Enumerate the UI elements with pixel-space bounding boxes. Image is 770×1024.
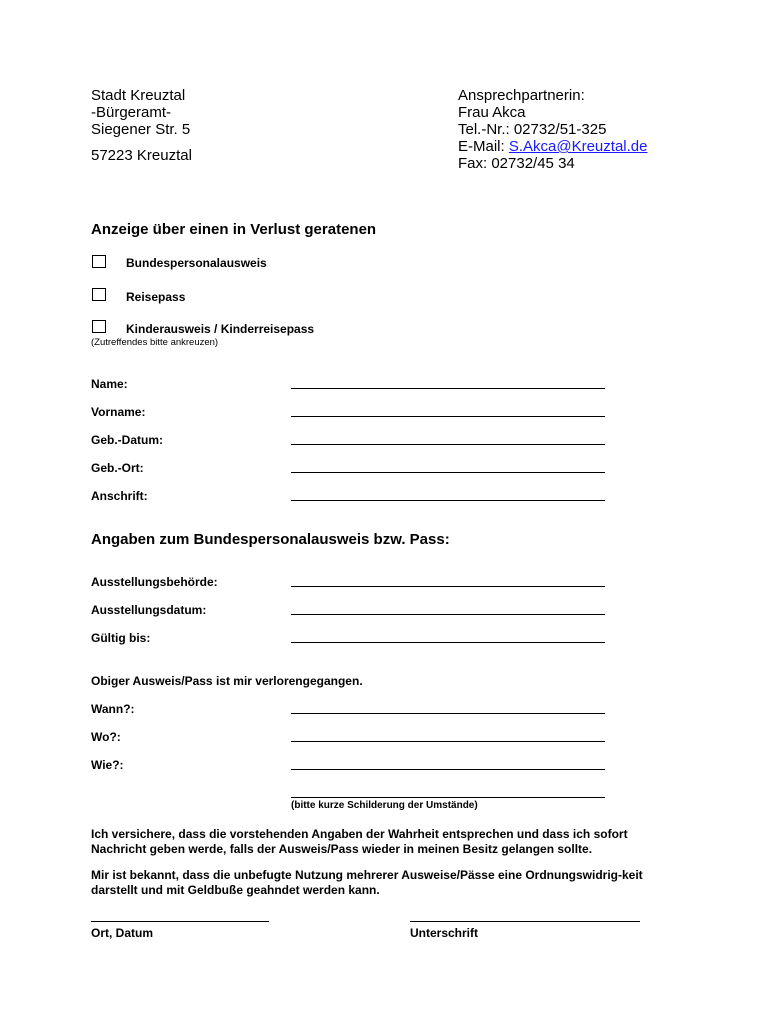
place-date-label: Ort, Datum [91,926,154,940]
field-label-wann: Wann?: [91,702,135,716]
field-label-wo: Wo?: [91,730,121,744]
contact-email-row [458,138,647,155]
field-line-wie[interactable] [291,769,605,770]
field-line-ausstellungsbehoerde[interactable] [291,586,605,587]
field-line-wo[interactable] [291,741,605,742]
signature-label: Unterschrift [410,926,479,940]
field-label-name: Name: [91,377,128,391]
lost-statement: Obiger Ausweis/Pass ist mir verlorengegangen. [91,674,363,688]
option-label-kinderausweis: Kinderausweis / Kinderreisepass [126,322,315,336]
contact-label: Ansprechpartnerin: [458,87,585,104]
field-line-geb-datum[interactable] [291,444,605,445]
contact-fax: Fax: 02732/45 34 [458,155,575,172]
checkbox-reisepass[interactable] [92,288,106,301]
checkbox-bundespersonalausweis[interactable] [92,255,106,268]
circumstances-hint: (bitte kurze Schilderung der Umstände) [291,800,478,811]
field-line-ausstellungsdatum[interactable] [291,614,605,615]
section-document-title: Angaben zum Bundespersonalausweis bzw. Pass: [91,531,450,548]
field-label-anschrift: Anschrift: [91,489,148,503]
field-line-geb-ort[interactable] [291,472,605,473]
declaration-penalty: Mir ist bekannt, dass die unbefugte Nutzung mehrerer Ausweise/Pässe eine Ordnungswidrig-keit darstellt und mit Geldbuße geahndet werden kann. [91,868,643,897]
field-label-vorname: Vorname: [91,405,146,419]
contact-name: Frau Akca [458,104,526,121]
contact-email-link[interactable]: S.Akca@Kreuztal.de [508,138,648,155]
contact-email-label: E-Mail: [458,138,509,155]
field-line-vorname[interactable] [291,416,605,417]
field-line-name[interactable] [291,388,605,389]
sender-city: 57223 Kreuztal [91,147,192,164]
field-line-wann[interactable] [291,713,605,714]
option-label-reisepass: Reisepass [126,290,186,304]
field-line-wie-continued[interactable] [291,797,605,798]
field-label-gueltig-bis: Gültig bis: [91,631,151,645]
signature-line[interactable] [410,921,640,922]
field-line-anschrift[interactable] [291,500,605,501]
declaration-truth: Ich versichere, dass die vorstehenden Angaben der Wahrheit entsprechen und dass ich sofort Nachricht geben werde, falls der Ausweis/Pass wieder in meinen Besitz gelangen sollte. [91,827,628,856]
field-line-gueltig-bis[interactable] [291,642,605,643]
field-label-geb-ort: Geb.-Ort: [91,461,144,475]
sender-address [91,87,192,164]
sender-line-2: -Bürgeramt- [91,104,172,121]
field-label-ausstellungsdatum: Ausstellungsdatum: [91,603,207,617]
sender-line-3: Siegener Str. 5 [91,121,191,138]
field-label-geb-datum: Geb.-Datum: [91,433,163,447]
field-label-wie: Wie?: [91,758,124,772]
place-date-line[interactable] [91,921,269,922]
contact-tel: Tel.-Nr.: 02732/51-325 [458,121,607,138]
checkbox-kinderausweis[interactable] [92,320,106,333]
sender-line-1: Stadt Kreuztal [91,87,186,104]
field-label-ausstellungsbehoerde: Ausstellungsbehörde: [91,575,218,589]
contact-block [458,87,647,172]
option-label-bundespersonalausweis: Bundespersonalausweis [126,256,267,270]
options-hint: (Zutreffendes bitte ankreuzen) [91,337,219,348]
form-title: Anzeige über einen in Verlust geratenen [91,221,377,238]
